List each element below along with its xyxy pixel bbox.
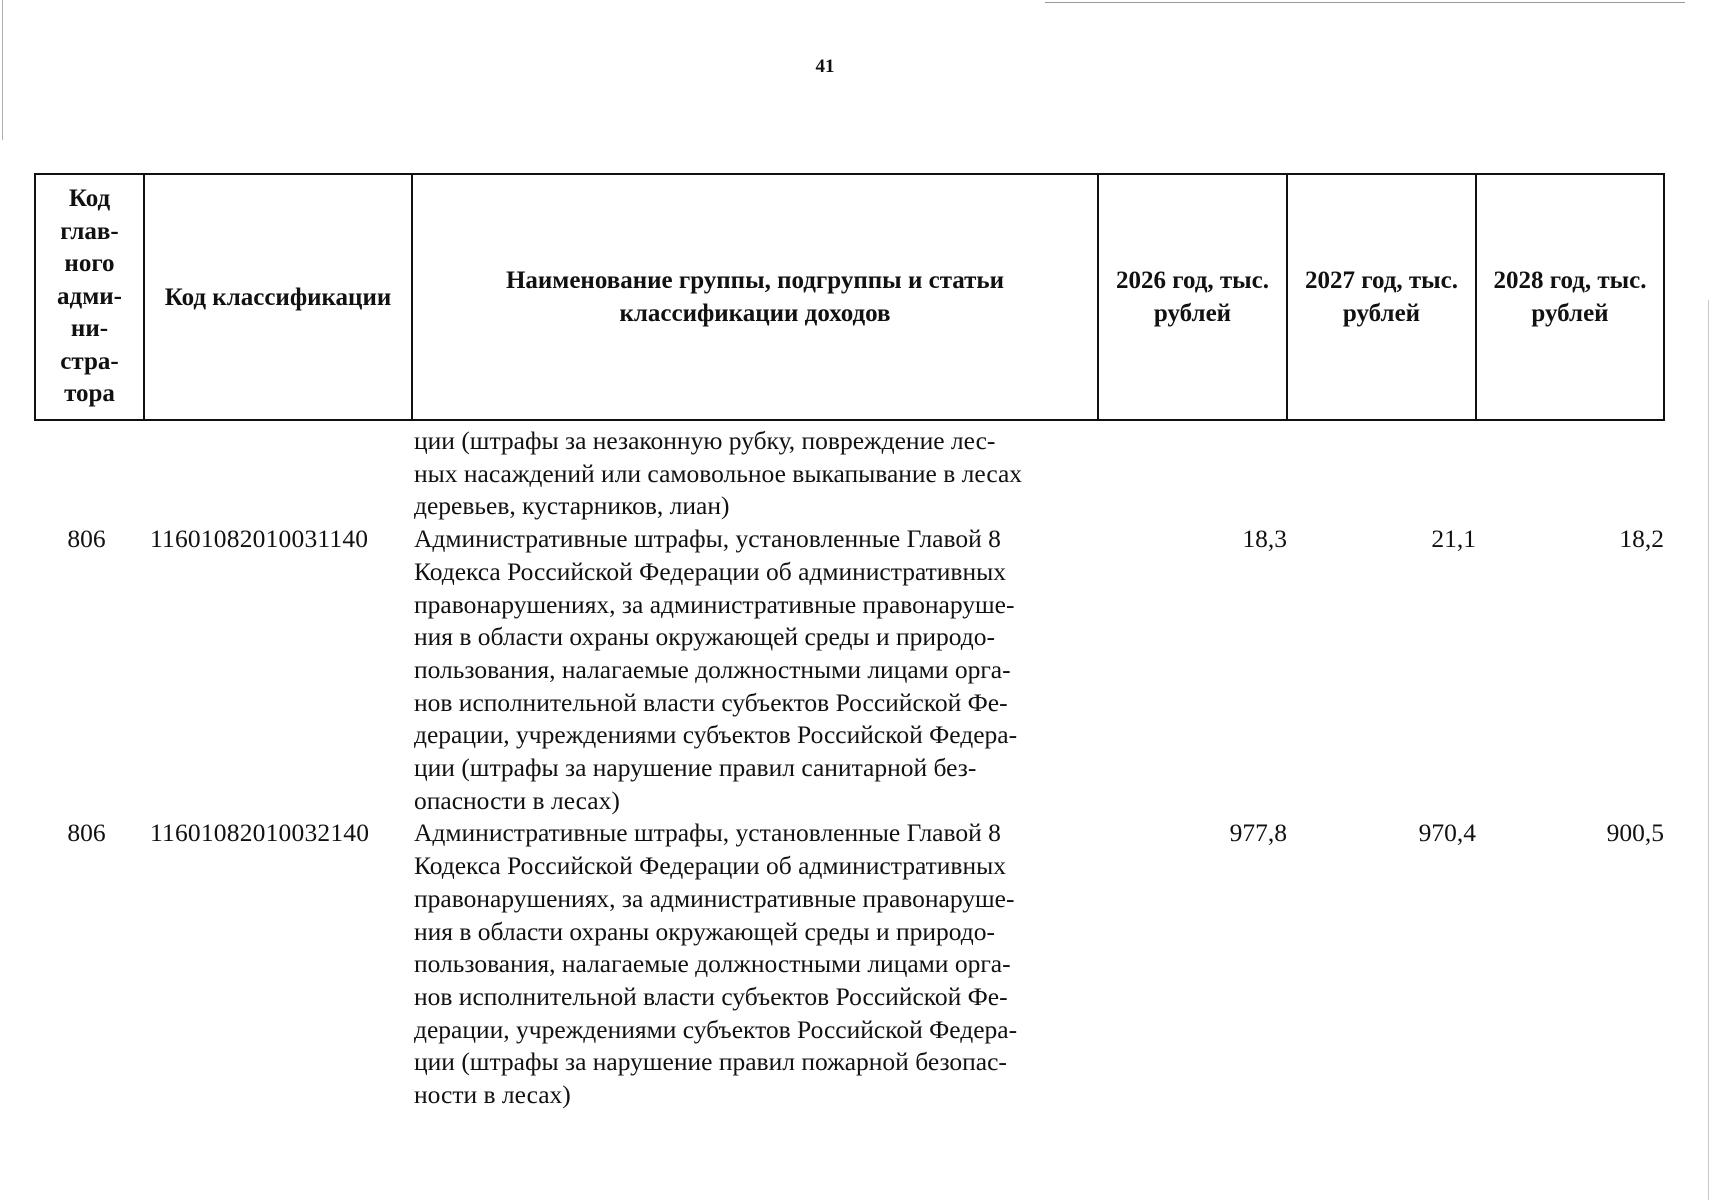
continuation-2026-cell [1098,420,1287,523]
page-number: 41 [815,56,835,77]
continuation-code-cell [144,420,412,523]
continuation-admin-cell [35,420,144,523]
header-row [35,174,1664,420]
name-line: правонарушениях, за административные правонаруше- [414,883,1015,913]
revenue-table-container [34,173,1663,1112]
continuation-2028-cell [1476,420,1664,523]
header-admin-code: Код глав- ного адми- ни- стра- тора [35,174,144,420]
header-year-2028: 2028 год, тыс. рублей [1476,174,1664,420]
name-line: Кодекса Российской Федерации об административных [414,556,1006,586]
value-2028-cell: 900,5 [1606,818,1664,848]
header-year-2026: 2026 год, тыс. рублей [1098,174,1287,420]
classification-code-cell: 11601082010031140 [150,524,369,554]
value-2026-cell: 977,8 [1229,818,1287,848]
value-2027-cell: 970,4 [1418,818,1476,848]
value-2028-cell: 18,2 [1619,524,1664,554]
name-line: ности в лесах) [414,1080,571,1110]
name-line: ции (штрафы за нарушение правил санитарной без- [414,753,977,783]
value-2027-cell: 21,1 [1431,524,1476,554]
header-class-code: Код классификации [144,174,412,420]
name-line: ния в области охраны окружающей среды и природо- [414,622,996,652]
revenue-name-cell [412,817,1098,1111]
name-line: нов исполнительной власти субъектов Российской Фе- [414,687,1008,717]
name-line: ции (штрафы за незаконную рубку, повреждение лес- [414,426,996,455]
table-row [35,523,1664,817]
name-line: ции (штрафы за нарушение правил пожарной безопас- [414,1047,1007,1077]
revenue-name-cell [412,523,1098,817]
name-line: правонарушениях, за административные правонаруше- [414,589,1015,619]
continuation-name-cell [412,420,1098,523]
scan-artifact-top [1045,2,1685,3]
table-row-continuation [35,420,1664,523]
name-line: опасности в лесах) [414,785,620,815]
header-name: Наименование группы, подгруппы и статьи классификации доходов [412,174,1098,420]
table-body [35,420,1664,1112]
name-line: деревьев, кустарников, лиан) [414,491,730,521]
name-line: Административные штрафы, установленные Главой 8 [414,524,1001,554]
scan-artifact-right [1708,300,1709,1200]
revenue-table [34,173,1665,1112]
name-line: нов исполнительной власти субъектов Российской Фе- [414,981,1008,1011]
name-line: ных насаждений или самовольное выкапывание в лесах [414,458,1023,488]
name-line: ния в области охраны окружающей среды и природо- [414,916,996,946]
header-year-2027: 2027 год, тыс. рублей [1287,174,1476,420]
continuation-2027-cell [1287,420,1476,523]
name-line: дерации, учреждениями субъектов Российской Федера- [414,720,1018,750]
name-line: Административные штрафы, установленные Главой 8 [414,818,1001,848]
admin-code-cell: 806 [67,524,106,554]
value-2026-cell: 18,3 [1242,524,1287,554]
name-line: Кодекса Российской Федерации об административных [414,851,1006,881]
name-line: дерации, учреждениями субъектов Российской Федера- [414,1014,1018,1044]
admin-code-cell: 806 [67,818,106,848]
name-line: пользования, налагаемые должностными лицами орга- [414,949,1011,979]
table-header [35,174,1664,420]
classification-code-cell: 11601082010032140 [150,818,370,848]
table-row [35,817,1664,1111]
name-line: пользования, налагаемые должностными лицами орга- [414,654,1011,684]
